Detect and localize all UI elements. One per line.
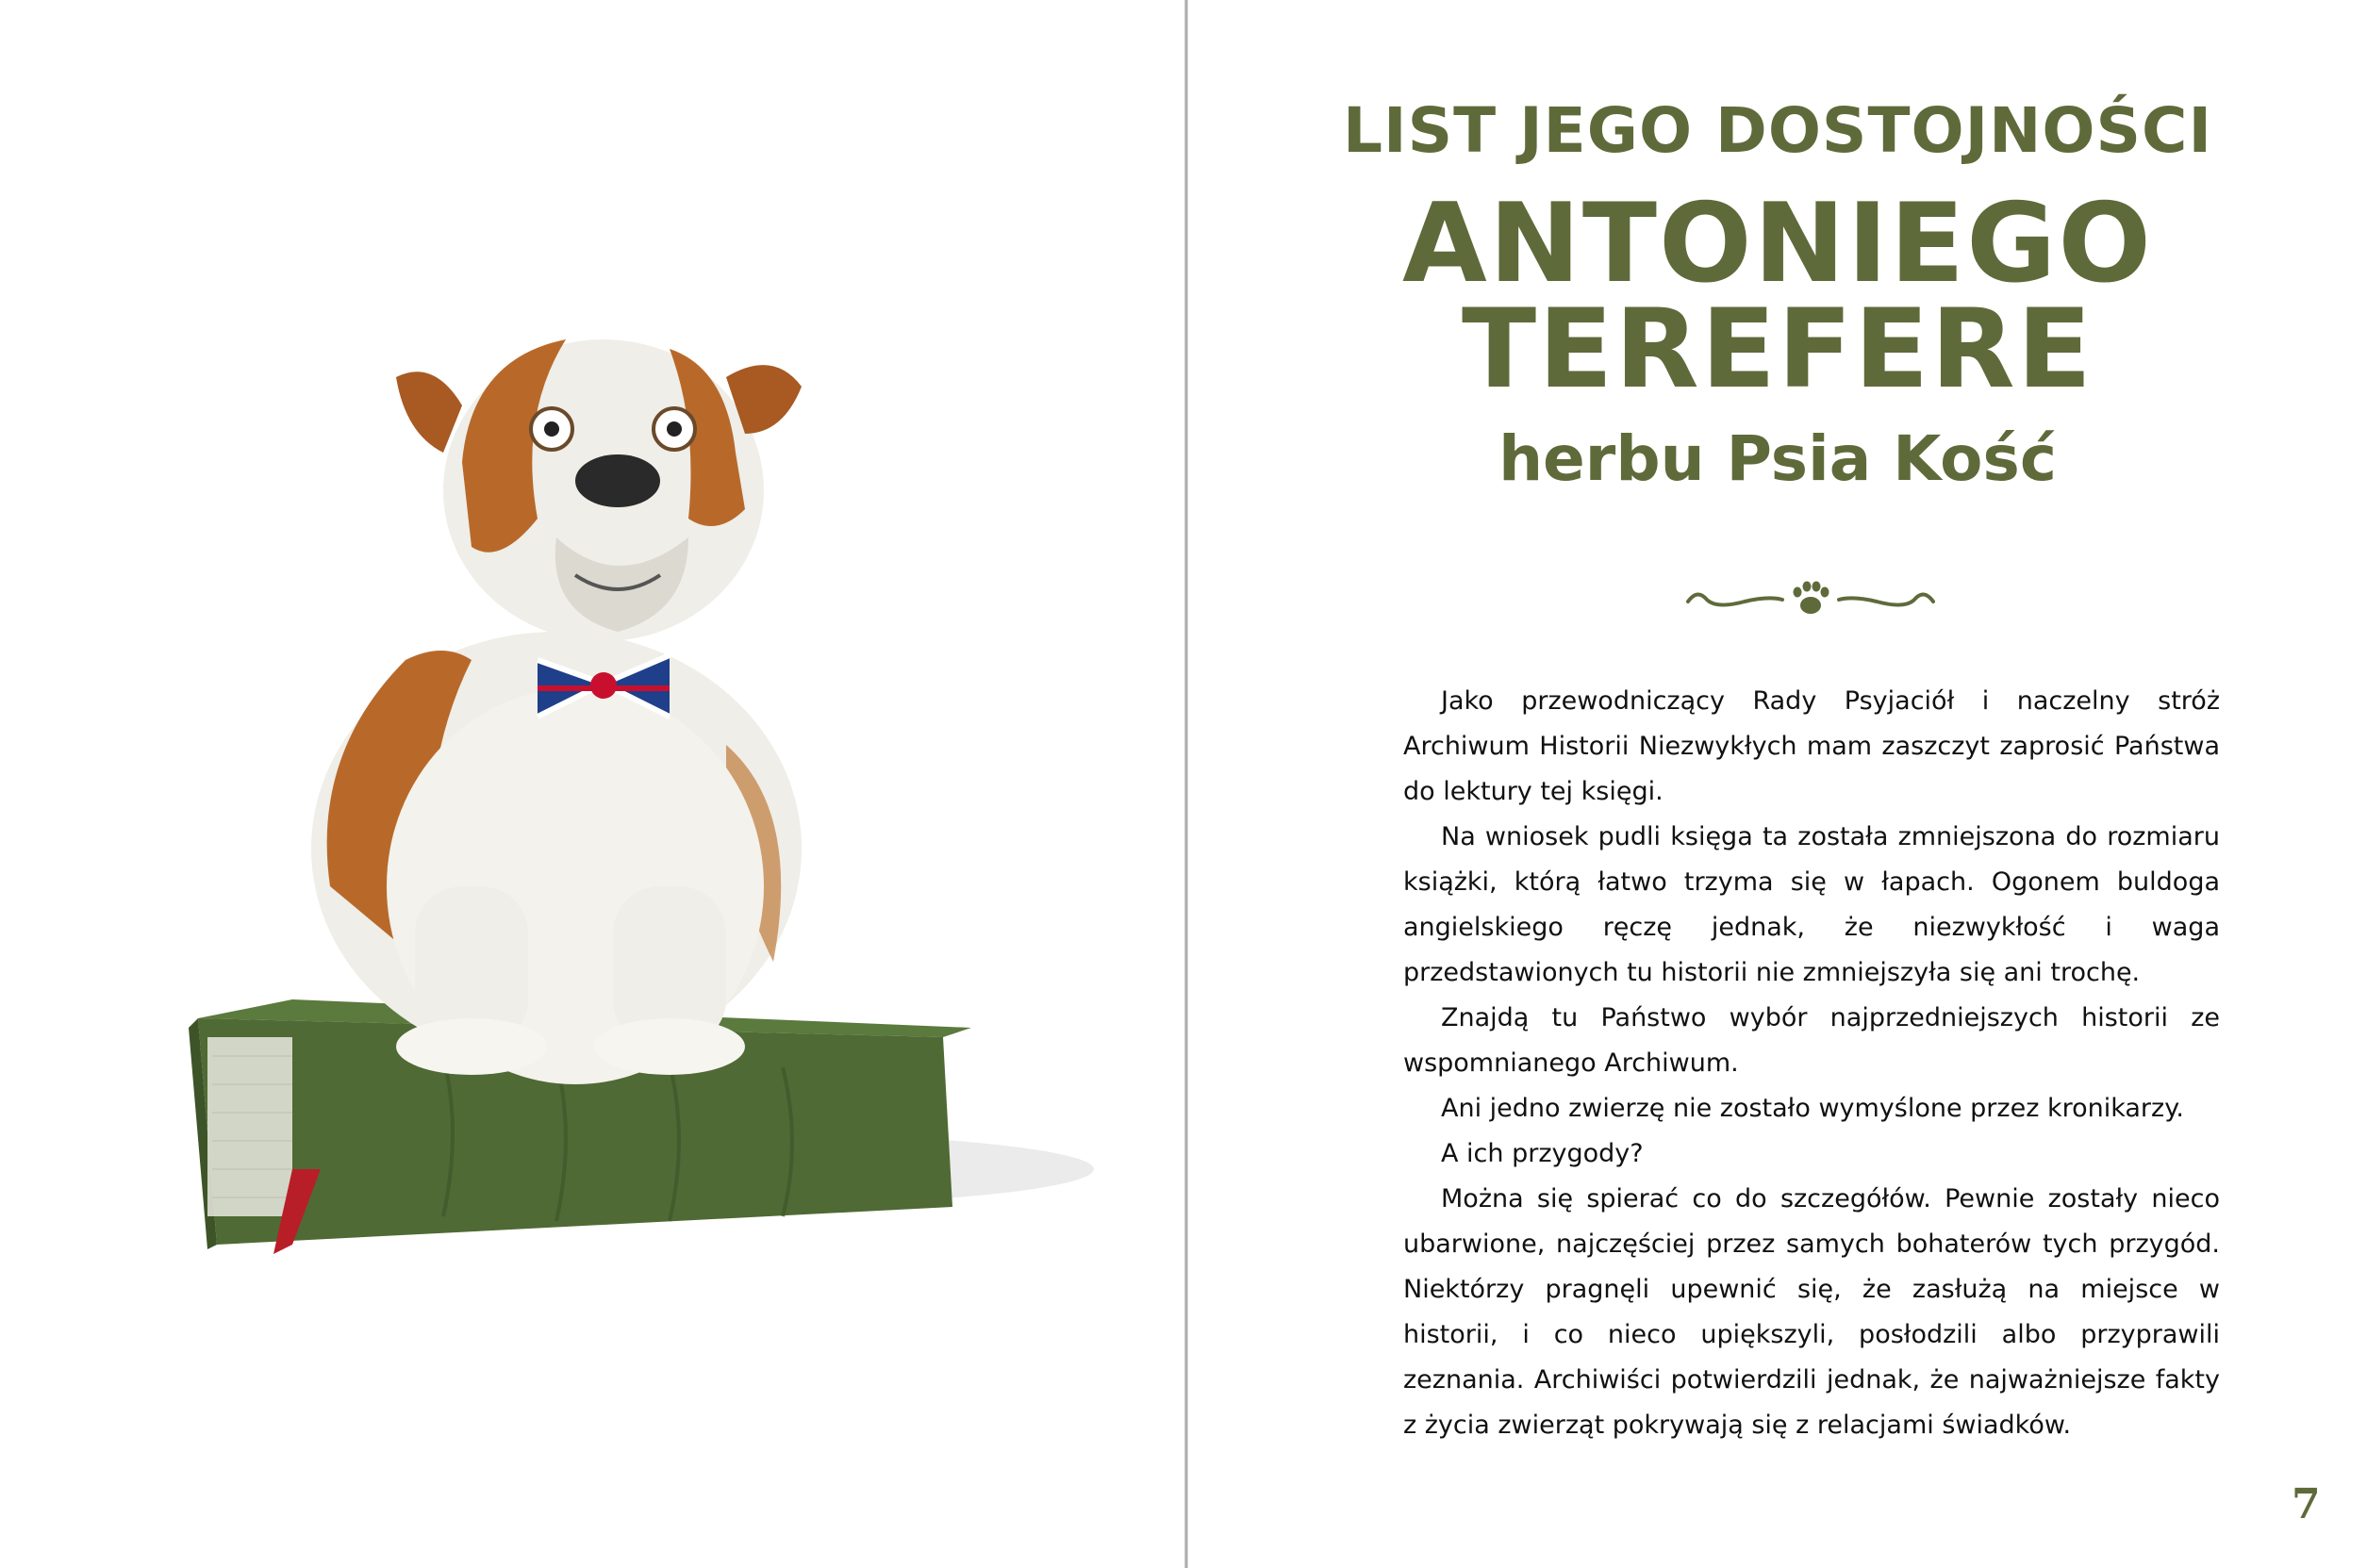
heading-line-2: ANTONIEGO [1402,180,2153,307]
paragraph: Można się spierać co do szczegółów. Pewnie zostały nieco ubarwione, najczęściej przez samych bohaterów tych przygód. Niektórzy pragnęli upewnić się, że zasłużą na miejsce w historii, i co nieco upiększyli, posłodzili albo przyprawili zeznania. Archiwiści potwierdzili jednak, że najważniejsze fakty z życia zwierząt pokrywają się z relacjami świadków. [1403,1184,2220,1440]
heading-line-1: LIST JEGO DOSTOJNOŚCI [1342,94,2213,167]
bulldog-on-book-illustration [160,302,1103,1263]
paragraph: Ani jedno zwierzę nie zostało wymyślone przez kronikarzy. [1441,1094,2184,1123]
heading-line-3: TEREFERE [1462,286,2094,413]
right-page [1188,0,2367,1568]
paragraph: Na wniosek pudli księga ta została zmniejszona do rozmiaru książki, którą łatwo trzyma się w łapach. Ogonem buldoga angielskiego ręczę jednak, że niezwykłość i waga przedstawionych tu historii nie zmniejszyła się ani trochę. [1403,822,2220,987]
page-number: 7 [2292,1480,2321,1528]
letter-body [1403,679,2220,1448]
paragraph: Znajdą tu Państwo wybór najprzedniejszych historii ze wspomnianego Archiwum. [1403,1003,2220,1078]
paw-ornament-icon [1679,569,1943,626]
bulldog-icon [311,339,802,1084]
heading-line-4: herbu Psia Kość [1498,422,2057,495]
paragraph: Jako przewodniczący Rady Psyjaciół i naczelny stróż Archiwum Historii Niezwykłych mam zaszczyt zaprosić Państwa do lektury tej księgi. [1403,686,2220,806]
paragraph: A ich przygody? [1441,1139,1644,1168]
